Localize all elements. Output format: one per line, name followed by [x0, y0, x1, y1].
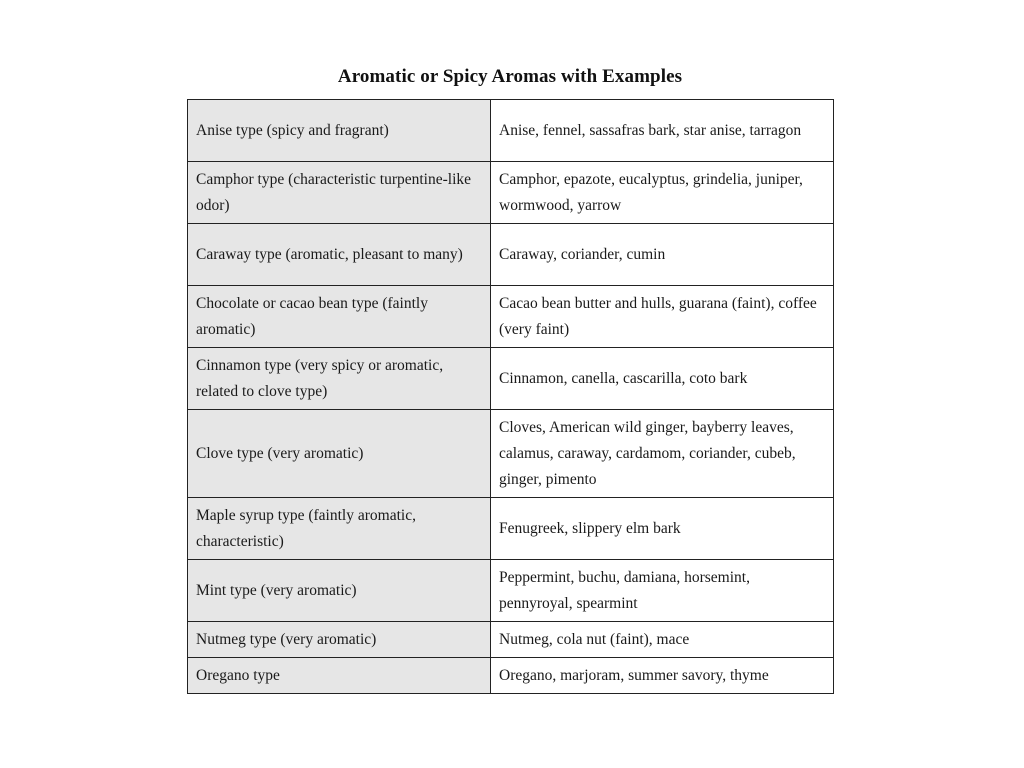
aroma-type-cell: Chocolate or cacao bean type (faintly aromatic) — [188, 286, 491, 348]
table-row — [188, 286, 834, 348]
aromas-table — [187, 99, 834, 694]
examples-cell: Caraway, coriander, cumin — [491, 224, 834, 286]
table-row — [188, 162, 834, 224]
table-row — [188, 348, 834, 410]
aroma-type-cell: Oregano type — [188, 658, 491, 694]
examples-cell: Camphor, epazote, eucalyptus, grindelia, juniper, wormwood, yarrow — [491, 162, 834, 224]
examples-cell: Cacao bean butter and hulls, guarana (faint), coffee (very faint) — [491, 286, 834, 348]
aroma-type-cell: Maple syrup type (faintly aromatic, characteristic) — [188, 498, 491, 560]
table-row — [188, 410, 834, 498]
table-row — [188, 498, 834, 560]
examples-cell: Oregano, marjoram, summer savory, thyme — [491, 658, 834, 694]
aroma-type-cell: Anise type (spicy and fragrant) — [188, 100, 491, 162]
table-row — [188, 224, 834, 286]
table-row — [188, 658, 834, 694]
table-row — [188, 100, 834, 162]
aroma-type-cell: Nutmeg type (very aromatic) — [188, 622, 491, 658]
aroma-type-cell: Clove type (very aromatic) — [188, 410, 491, 498]
examples-cell: Fenugreek, slippery elm bark — [491, 498, 834, 560]
table-row — [188, 622, 834, 658]
aroma-type-cell: Camphor type (characteristic turpentine-like odor) — [188, 162, 491, 224]
examples-cell: Cloves, American wild ginger, bayberry leaves, calamus, caraway, cardamom, coriander, cubeb, ginger, pimento — [491, 410, 834, 498]
examples-cell: Anise, fennel, sassafras bark, star anise, tarragon — [491, 100, 834, 162]
aroma-type-cell: Mint type (very aromatic) — [188, 560, 491, 622]
examples-cell: Nutmeg, cola nut (faint), mace — [491, 622, 834, 658]
table-row — [188, 560, 834, 622]
aroma-type-cell: Caraway type (aromatic, pleasant to many) — [188, 224, 491, 286]
aroma-type-cell: Cinnamon type (very spicy or aromatic, related to clove type) — [188, 348, 491, 410]
examples-cell: Peppermint, buchu, damiana, horsemint, pennyroyal, spearmint — [491, 560, 834, 622]
table-title: Aromatic or Spicy Aromas with Examples — [337, 66, 683, 87]
examples-cell: Cinnamon, canella, cascarilla, coto bark — [491, 348, 834, 410]
